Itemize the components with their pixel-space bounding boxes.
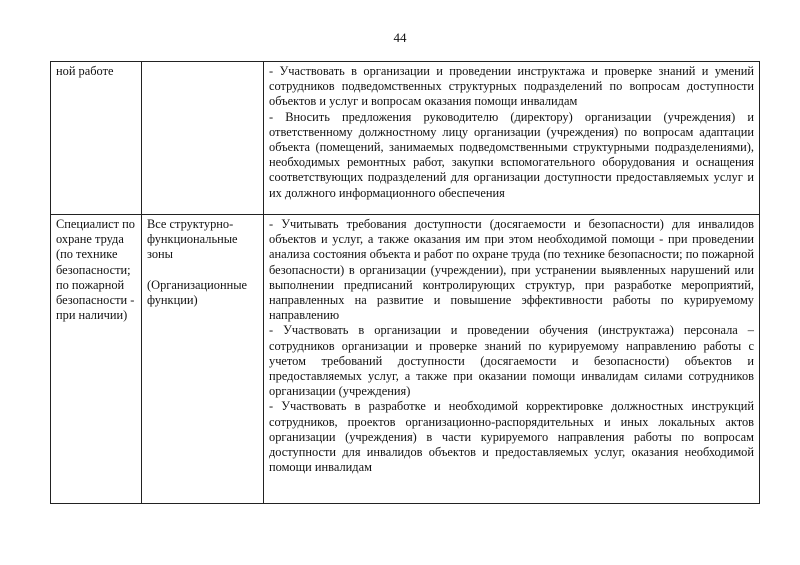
position-text: ной работе [56,64,114,78]
duties-cell [264,62,760,215]
zones-cell [142,215,264,504]
position-cell [51,215,142,504]
table-row [51,215,760,504]
duty-paragraph: - Участвовать в разработке и необходимой корректировке должностных инструкций сотрудников, проектов организационно-распорядительных и иных локальных актов организации (учреждения) в части курируемого направления работы по вопросам доступности для инвалидов объектов и предоставляемых услуг, оказания необходимой помощи инвалидам [269,399,754,475]
zones-cell [142,62,264,215]
duties-cell [264,215,760,504]
position-cell [51,62,142,215]
duty-paragraph: - Учитывать требования доступности (досягаемости и безопасности) для инвалидов объектов и услуг, а также оказания им при этом необходимой помощи - при проведении анализа состояния объекта и работ по охране труда (по технике безопасности; по пожарной безопасности) в организации (учреждении), при устранении выявленных нарушений или выполнении предписаний контролирующих структур, при разработке мероприятий, направленных на развитие и повышение эффективности работы по курируемому направлению [269,217,754,323]
page-number: 44 [393,30,407,45]
zone-text: Все структурно-функциональные зоны [147,217,238,262]
responsibilities-table [50,61,760,504]
zone-function-text: (Организационные функции) [147,277,248,307]
position-text: Специалист по охране труда (по технике безопасности; по пожарной безопасности - при наличии) [56,217,135,323]
table-row [51,62,760,215]
duty-paragraph: - Участвовать в организации и проведении обучения (инструктажа) персонала – сотрудников организации и проверке знаний по курируемому направлению работы с учетом требований доступности (досягаемости и безопасности) объектов и предоставляемых услуг, а также при оказании помощи инвалидам силами сотрудников организации (учреждения) [269,323,754,399]
duty-paragraph: - Участвовать в организации и проведении инструктажа и проверке знаний и умений сотрудников подведомственных структурных подразделений по вопросам доступности объектов и услуг и вопросам оказания помощи инвалидам [269,64,754,109]
duty-paragraph: - Вносить предложения руководителю (директору) организации (учреждения) и ответственному должностному лицу организации (учреждения) по вопросам адаптации объекта (помещений, занимаемых подведомственными структурными подразделениями), необходимых ремонтных работ, закупки вспомогательного оборудования и оснащения соответствующих подразделений для организации доступности предоставляемых услуг и их должного информационного обеспечения [269,109,754,200]
